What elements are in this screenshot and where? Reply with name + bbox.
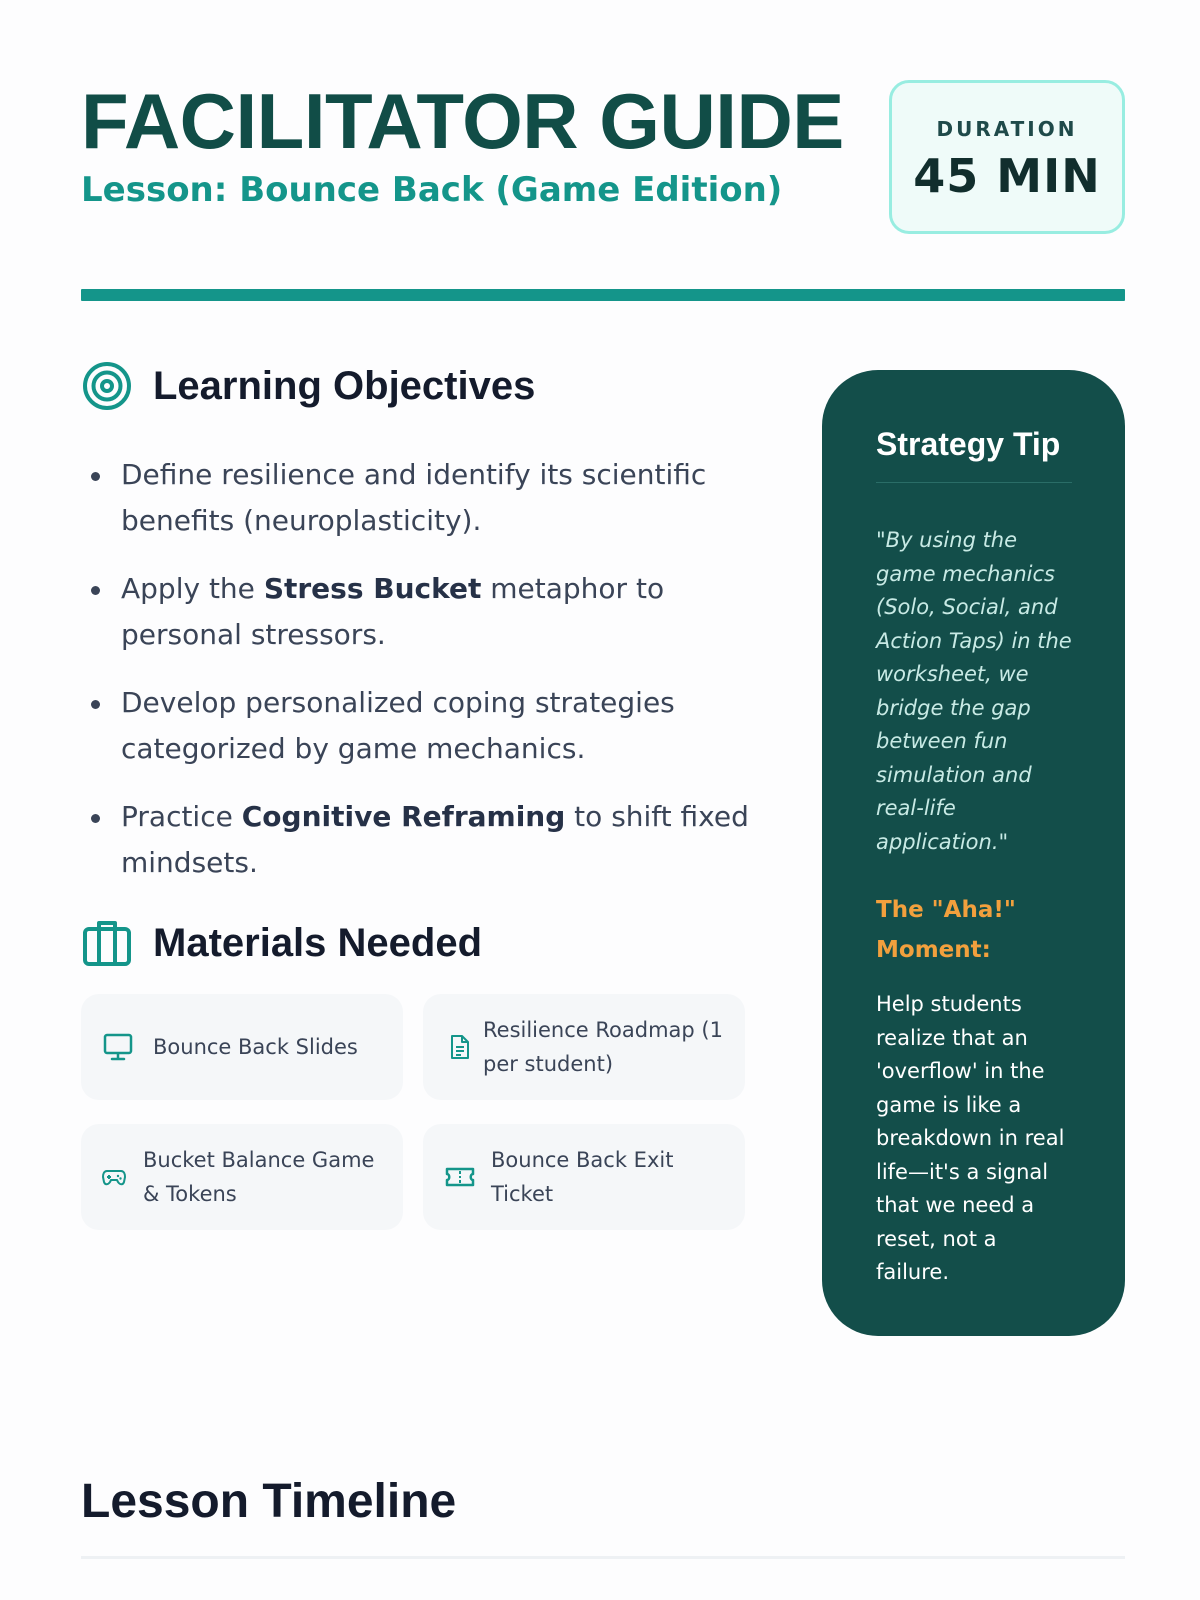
target-icon xyxy=(81,360,133,412)
lesson-subtitle: Lesson: Bounce Back (Game Edition) xyxy=(81,170,783,210)
facilitator-guide-page xyxy=(81,0,1125,1600)
timeline-divider xyxy=(81,1556,1125,1559)
objective-item: Develop personalized coping strategies categorized by game mechanics. xyxy=(81,680,761,772)
duration-badge xyxy=(889,80,1125,234)
objective-item: Define resilience and identify its scientific benefits (neuroplasticity). xyxy=(81,452,761,544)
page-title: FACILITATOR GUIDE xyxy=(81,77,844,165)
tip-quote: "By using the game mechanics (Solo, Social, and Action Taps) in the worksheet, we bridge the gap between fun simulation and real-life application." xyxy=(876,528,1072,854)
timeline-heading: Lesson Timeline xyxy=(81,1475,457,1528)
briefcase-icon xyxy=(81,917,133,969)
material-card-exit-ticket xyxy=(423,1124,745,1230)
objectives-list xyxy=(81,452,761,908)
material-label: Bucket Balance Game & Tokens xyxy=(143,1148,375,1206)
header-divider xyxy=(81,289,1125,301)
duration-label: DURATION xyxy=(936,117,1078,141)
material-card-game xyxy=(81,1124,403,1230)
material-card-slides xyxy=(81,994,403,1100)
duration-value: 45 MIN xyxy=(913,149,1101,203)
aha-moment-text: Help students realize that an 'overflow' in the game is like a breakdown in real life—it's a signal that we need a reset, not a failure. xyxy=(876,992,1065,1284)
ticket-icon xyxy=(443,1160,477,1194)
material-card-roadmap xyxy=(423,994,745,1100)
objective-item: Practice Cognitive Reframing to shift fixed mindsets. xyxy=(81,794,761,886)
materials-heading: Materials Needed xyxy=(153,920,483,965)
objectives-heading: Learning Objectives xyxy=(153,363,536,408)
objective-emphasis: Stress Bucket xyxy=(263,572,482,605)
strategy-tip-panel xyxy=(822,370,1125,1336)
materials-heading-row xyxy=(81,915,482,971)
document-icon xyxy=(443,1030,477,1064)
gamepad-icon xyxy=(97,1160,131,1194)
monitor-icon xyxy=(101,1030,135,1064)
objective-emphasis: Cognitive Reframing xyxy=(241,800,566,833)
objectives-heading-row xyxy=(81,358,535,414)
objective-item: Apply the Stress Bucket metaphor to personal stressors. xyxy=(81,566,761,658)
aha-moment-label: The "Aha!" Moment: xyxy=(876,897,1016,963)
material-label: Bounce Back Slides xyxy=(153,1035,358,1059)
material-label: Bounce Back Exit Ticket xyxy=(491,1148,674,1206)
tip-title: Strategy Tip xyxy=(876,426,1061,462)
guide-header xyxy=(81,77,1125,240)
tip-divider xyxy=(876,482,1072,483)
material-label: Resilience Roadmap (1 per student) xyxy=(483,1018,723,1076)
